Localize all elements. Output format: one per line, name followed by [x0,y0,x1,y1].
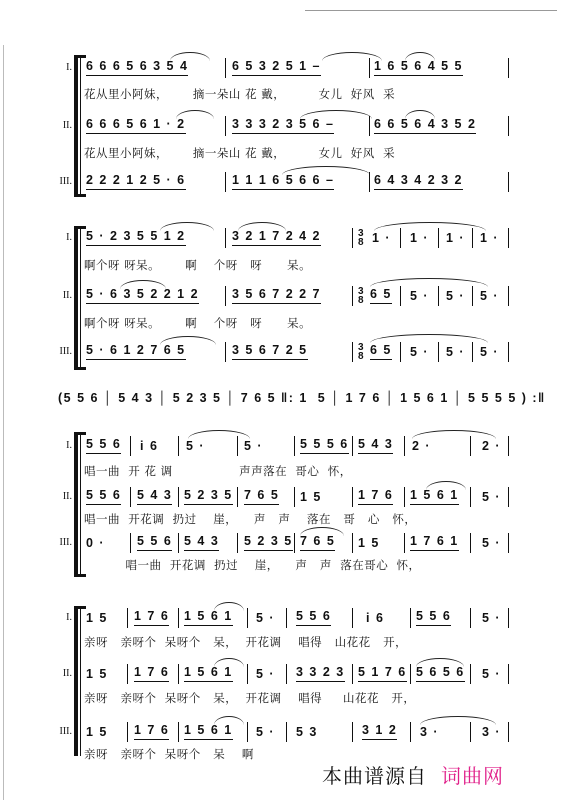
barline [352,286,353,306]
measure: 1 5 [86,725,108,739]
barline [237,436,238,456]
measure: 6 6 6 5 6 1 · 2 [86,117,186,134]
bracket-cap [74,194,86,197]
part-label: II. [62,491,72,502]
measure: 1 · [480,231,500,245]
lyric-line: 亲呀 亲呀个 呆呀个 呆 啊 [84,747,254,761]
measure: 5 · [186,439,206,453]
barline [410,664,411,684]
barline [352,533,353,553]
barline [508,608,509,628]
barline [472,342,473,362]
barline [127,722,128,742]
barline [127,664,128,684]
measure: 2 · [482,439,502,453]
barline [508,533,509,553]
time-signature [358,343,364,361]
barline [294,533,295,553]
lyric-line: 花从里小阿妹， 摘一朵山 花 戴， 女儿 好风 采 [84,146,396,160]
measure: 5 5 5 6 [300,437,349,454]
measure: 5 1 7 6 [358,665,407,682]
measure: 1 5 6 1 [184,665,233,682]
measure: 3 3 2 3 [296,665,345,682]
barline [410,722,411,742]
measure: 3 · [420,725,440,739]
barline [225,116,226,136]
measure: 1 7 6 [358,488,393,505]
barline [400,228,401,248]
barline [508,436,509,456]
barline [225,172,226,192]
measure: 5 · [244,439,264,453]
measure: 3 5 6 7 2 5 [232,343,308,360]
slur [188,430,250,439]
measure: 5 · [482,667,502,681]
part-label: II. [62,290,72,301]
staff-row-part-2 [0,487,565,507]
measure: 6 5 [370,287,392,304]
measure: 5 4 3 [358,437,393,454]
watermark-site-name: 词曲网 [441,764,504,788]
barline [369,172,370,192]
barline [508,722,509,742]
staff-row-part-3 [0,172,565,192]
lyric-line: 啊个呀 呀呆。 啊 个呀 呀 呆。 [84,316,312,330]
part-label: III. [59,537,72,548]
measure: 5 2 3 5 [244,534,293,551]
barline [400,286,401,306]
slur [426,481,466,490]
measure: 5 · [482,490,502,504]
barline [438,342,439,362]
barline [470,436,471,456]
measure: 1 1 1 6 5 6 6 – [232,173,334,190]
measure: 5 · [482,611,502,625]
barline [225,286,226,306]
barline [472,286,473,306]
barline [352,342,353,362]
barline [178,487,179,507]
slur [282,166,370,175]
barline [508,228,509,248]
barline [404,436,405,456]
slur [420,716,496,725]
measure: 1 5 6 1 [410,488,459,505]
barline [352,722,353,742]
barline [247,722,248,742]
time-signature-top: 3 [358,342,364,353]
slur [300,527,344,536]
measure: 3 · [482,725,502,739]
slur [405,110,435,119]
bracket-cap [74,367,86,370]
part-label: III. [59,726,72,737]
measure: 5 5 6 [86,488,121,505]
barline [127,608,128,628]
slur [300,110,372,119]
measure: 2 · [412,439,432,453]
measure: 5 5 6 [416,609,451,626]
staff-row-part-1 [0,608,565,628]
barline [508,172,509,192]
staff-row-part-2 [0,286,565,306]
barline [286,608,287,628]
lyric-line: 唱一曲 开 花 调 声声落在 哥心 怀， [84,464,352,478]
barline [286,722,287,742]
barline [247,664,248,684]
barline [178,664,179,684]
measure: 5 · [480,289,500,303]
measure: 5 · [480,345,500,359]
slur [238,222,286,231]
measure: 5 · 6 1 2 7 6 5 [86,343,186,360]
barline [508,487,509,507]
lyric-line: 唱一曲 开花调 扔过 崖， 声 声 落在哥心 怀， [84,558,421,572]
slur [405,52,435,61]
measure: 1 7 6 [134,609,169,626]
barline [508,342,509,362]
barline [352,664,353,684]
barline [470,487,471,507]
barline [294,487,295,507]
measure: 1 · [372,231,392,245]
measure: i 6 [366,611,385,625]
staff-row-part-3 [0,342,565,362]
part-label: I. [66,440,72,451]
part-label: I. [66,62,72,73]
measure: 5 · [482,536,502,550]
barline [178,722,179,742]
time-signature-top: 3 [358,228,364,239]
barline [352,436,353,456]
measure: 1 5 [358,536,380,550]
measure: 1 5 [300,490,322,504]
lyric-line: 啊个呀 呀呆。 啊 个呀 呀 呆。 [84,258,312,272]
barline [508,664,509,684]
barline [404,533,405,553]
measure: 5 5 6 [137,534,172,551]
part-label: II. [62,120,72,131]
measure: 5 · [256,611,276,625]
lyric-line: 亲呀 亲呀个 呆呀个 呆， 开花调 唱得 山花花 开， [84,691,416,705]
measure: 5 · 2 3 5 5 1 2 [86,229,186,246]
time-signature [358,229,364,247]
measure: 1 · [410,231,430,245]
barline [508,58,509,78]
measure: 3 5 6 7 2 2 7 [232,287,321,304]
measure: 5 · [410,345,430,359]
measure: 2 2 2 1 2 5 · 6 [86,173,186,190]
slur [214,658,244,667]
barline [352,487,353,507]
measure: 1 · [446,231,466,245]
part-label: II. [62,668,72,679]
measure: 6 5 [370,343,392,360]
slur [322,52,382,61]
barline [286,664,287,684]
measure: 3 3 3 2 3 5 6 – [232,117,334,134]
part-label: III. [59,346,72,357]
barline [369,58,370,78]
measure: 3 2 1 7 2 4 2 [232,229,321,246]
lyric-line: 花从里小阿妹， 摘一朵山 花 戴， 女儿 好风 采 [84,87,396,101]
staff-row-part-3 [0,722,565,742]
measure: 1 7 6 1 [410,534,459,551]
measure: 5 · 6 3 5 2 2 1 2 [86,287,199,304]
measure: 5 · [410,289,430,303]
slur [160,222,214,231]
barline [470,664,471,684]
barline [438,228,439,248]
barline [352,608,353,628]
staff-row-part-2 [0,116,565,136]
barline [178,533,179,553]
interlude-line: (5 5 6 │ 5 4 3 │ 5 2 3 5 │ 7 6 5 ‖: 1 5 │ 1 7 6 │ 1 5 6 1 │ 5 5 5 5 ) :‖ [58,391,546,405]
barline [470,608,471,628]
measure: 1 5 6 1 [184,609,233,626]
barline [178,608,179,628]
slur [160,336,216,345]
staff-row-part-1 [0,228,565,248]
measure: 5 2 3 5 [184,488,233,505]
barline [400,342,401,362]
measure: 5 4 3 [184,534,219,551]
barline [130,533,131,553]
measure: 5 · [446,289,466,303]
slur [412,430,496,439]
source-watermark [322,760,504,789]
barline [237,487,238,507]
barline [508,286,509,306]
part-label: III. [59,176,72,187]
slur [374,222,486,231]
barline [225,58,226,78]
measure: 1 6 5 6 4 5 5 [374,59,463,76]
time-signature-bottom: 8 [358,295,364,306]
measure: 5 5 6 [296,609,331,626]
measure: 5 5 6 [86,437,121,454]
slur [370,334,488,343]
measure: 1 5 [86,667,108,681]
slur [120,280,166,289]
slur [416,658,464,667]
measure: 7 6 5 [244,488,279,505]
staff-row-part-1 [0,436,565,456]
barline [438,286,439,306]
lyric-line: 亲呀 亲呀个 呆呀个 呆， 开花调 唱得 山花花 开， [84,635,408,649]
top-rule [305,10,557,11]
barline [178,436,179,456]
time-signature [358,287,364,305]
barline [225,228,226,248]
time-signature-top: 3 [358,286,364,297]
slur [214,602,244,611]
part-label: I. [66,232,72,243]
time-signature-bottom: 8 [358,237,364,248]
barline [352,228,353,248]
measure: 1 7 6 [134,665,169,682]
measure: 1 5 6 1 [184,723,233,740]
barline [247,608,248,628]
measure: 6 5 3 2 5 1 – [232,59,321,76]
barline [470,722,471,742]
part-label: I. [66,612,72,623]
staff-row-part-3 [0,533,565,553]
measure: 6 6 5 6 4 3 5 2 [374,117,476,134]
staff-row-part-1 [0,58,565,78]
barline [225,342,226,362]
barline [130,436,131,456]
slur [370,278,488,287]
barline [404,487,405,507]
measure: 5 3 [296,725,318,739]
barline [410,608,411,628]
barline [369,116,370,136]
barline [130,487,131,507]
measure: 0 · [86,536,106,550]
left-margin-rule [3,45,4,800]
measure: 6 4 3 4 2 3 2 [374,173,463,190]
slur [176,110,214,119]
measure: 5 · [256,667,276,681]
measure: 5 4 3 [137,488,172,505]
staff-row-part-2 [0,664,565,684]
measure: 7 6 5 [300,534,335,551]
measure: 3 1 2 [362,723,397,740]
barline [472,228,473,248]
bracket-cap [74,574,86,577]
lyric-line: 唱一曲 开花调 扔过 崖， 声 声 落在 哥 心 怀， [84,512,417,526]
measure: 5 6 5 6 [416,665,465,682]
barline [470,533,471,553]
barline [294,436,295,456]
measure: 5 · [256,725,276,739]
measure: 1 7 6 [134,723,169,740]
slur [170,52,210,61]
barline [508,116,509,136]
measure: 5 · [446,345,466,359]
barline [237,533,238,553]
measure: i 6 [140,439,159,453]
slur [214,716,244,725]
measure: 1 5 [86,611,108,625]
measure: 6 6 6 5 6 3 5 4 [86,59,188,76]
watermark-text: 本曲谱源自 [322,764,427,788]
time-signature-bottom: 8 [358,351,364,362]
